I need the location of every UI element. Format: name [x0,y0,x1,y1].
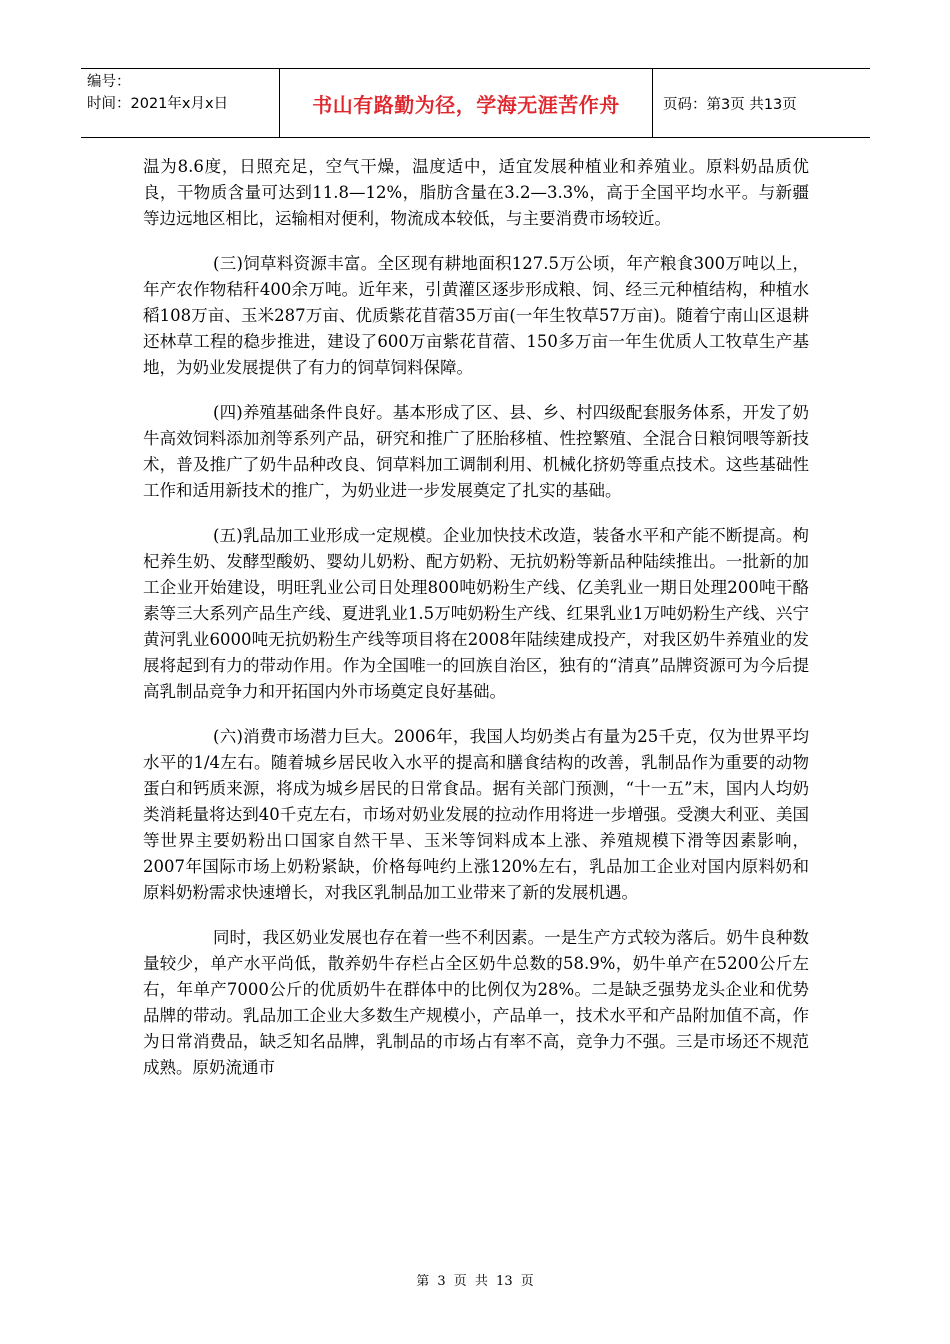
page-footer: 第 3 页 共 13 页 [416,1274,534,1289]
paragraph: 温为8.6度，日照充足，空气干燥，温度适中，适宜发展种植业和养殖业。原料奶品质优良，干物质含量可达到11.8—12%，脂肪含量在3.2—3.3%，高于全国平均水平。与新疆等边远地区相比，运输相对便利，物流成本较低，与主要消费市场较近。 [143,157,809,228]
paragraph: (五)乳品加工业形成一定规模。企业加快技术改造，装备水平和产能不断提高。枸杞养生奶、发酵型酸奶、婴幼儿奶粉、配方奶粉、无抗奶粉等新品种陆续推出。一批新的加工企业开始建设，明旺乳业公司日处理800吨奶粉生产线、亿美乳业一期日处理200吨干酪素等三大系列产品生产线、夏进乳业1.5万吨奶粉生产线、红果乳业1万吨奶粉生产线、兴宁黄河乳业6000吨无抗奶粉生产线等项目将在2008年陆续建成投产，对我区奶牛养殖业的发展将起到有力的带动作用。作为全国唯一的回族自治区，独有的“清真”品牌资源可为今后提高乳制品竞争力和开拓国内外市场奠定良好基础。 [143,526,809,701]
paragraph: 同时，我区奶业发展也存在着一些不利因素。一是生产方式较为落后。奶牛良种数量较少，单产水平尚低，散养奶牛存栏占全区奶牛总数的58.9%，奶牛单产在5200公斤左右，年单产7000公斤的优质奶牛在群体中的比例仅为28%。二是缺乏强势龙头企业和优势品牌的带动。乳品加工企业大多数生产规模小，产品单一，技术水平和产品附加值不高，作为日常消费品，缺乏知名品牌，乳制品的市场占有率不高，竞争力不强。三是市场还不规范成熟。原奶流通市 [143,928,809,1077]
header-page-label: 页码：第3页 共13页 [663,96,797,113]
page-header [81,68,870,138]
document-body [143,154,809,1100]
document-number-label: 编号： [87,74,131,90]
paragraph: (四)养殖基础条件良好。基本形成了区、县、乡、村四级配套服务体系，开发了奶牛高效饲料添加剂等系列产品，研究和推广了胚胎移植、性控繁殖、全混合日粮饲喂等新技术，普及推广了奶牛品种改良、饲草料加工调制利用、机械化挤奶等重点技术。这些基础性工作和适用新技术的推广，为奶业进一步发展奠定了扎实的基础。 [143,403,809,500]
document-date-label: 时间：2021年x月x日 [87,96,229,112]
header-meta [81,69,279,137]
paragraph: (六)消费市场潜力巨大。2006年，我国人均奶类占有量为25千克，仅为世界平均水平的1/4左右。随着城乡居民收入水平的提高和膳食结构的改善，乳制品作为重要的动物蛋白和钙质来源，将成为城乡居民的日常食品。据有关部门预测，“十一五”末，国内人均奶类消耗量将达到40千克左右，市场对奶业发展的拉动作用将进一步增强。受澳大利亚、美国等世界主要奶粉出口国家自然干旱、玉米等饲料成本上涨、养殖规模下滑等因素影响，2007年国际市场上奶粉紧缺，价格每吨约上涨120%左右，乳品加工企业对国内原料奶和原料奶粉需求快速增长，对我区乳制品加工业带来了新的发展机遇。 [143,727,809,902]
header-motto: 书山有路勤为径，学海无涯苦作舟 [279,69,653,137]
paragraph: (三)饲草料资源丰富。全区现有耕地面积127.5万公顷，年产粮食300万吨以上，年产农作物秸秆400余万吨。近年来，引黄灌区逐步形成粮、饲、经三元种植结构，种植水稻108万亩、玉米287万亩、优质紫花苜蓿35万亩(一年生牧草57万亩)。随着宁南山区退耕还林草工程的稳步推进，建设了600万亩紫花苜蓿、150多万亩一年生优质人工牧草生产基地，为奶业发展提供了有力的饲草饲料保障。 [143,254,809,377]
